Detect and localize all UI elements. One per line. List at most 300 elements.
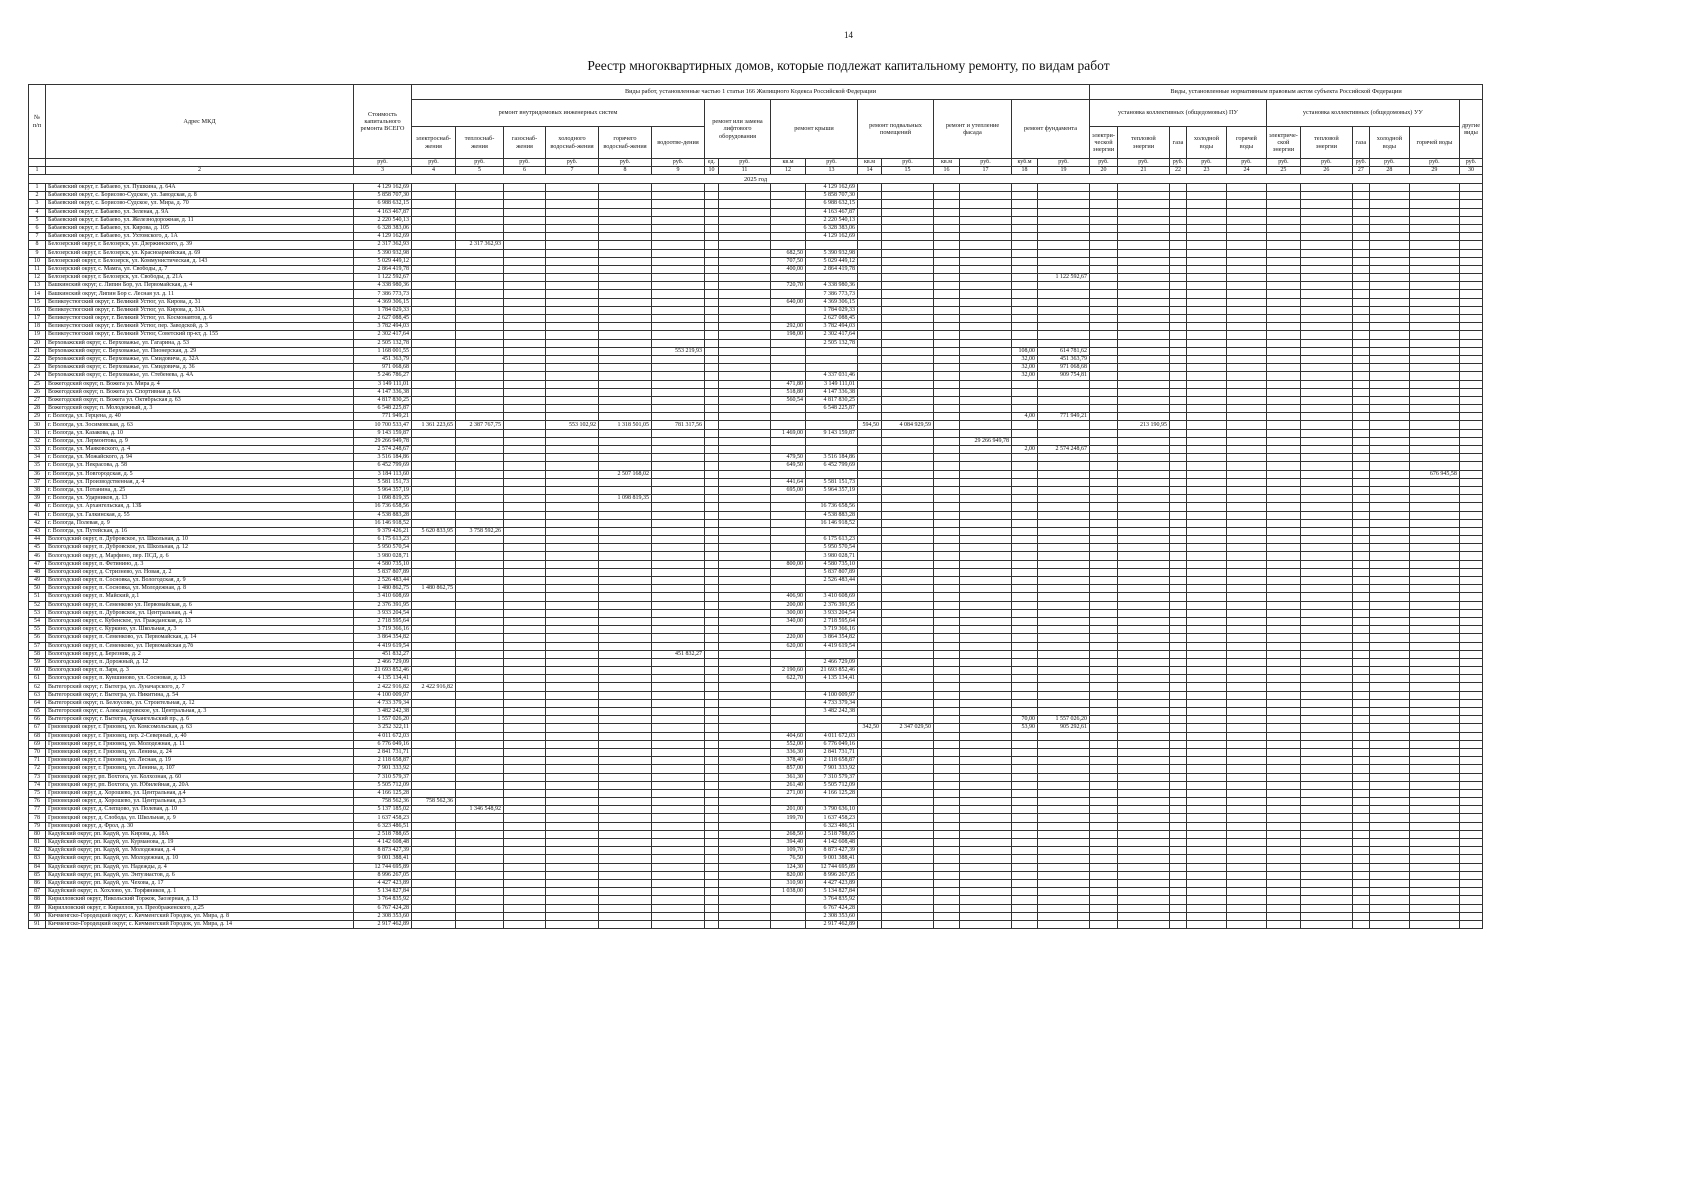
row-empty-cell [456,667,504,675]
row-empty-cell [1169,888,1186,896]
row-empty-cell [546,462,599,470]
row-empty-cell [1169,347,1186,355]
row-empty-cell [1226,511,1266,519]
row-empty-cell [1369,789,1409,797]
row-total: 2 302 417,64 [354,331,412,339]
row-empty-cell [1090,306,1118,314]
row-empty-cell [934,830,960,838]
row-empty-cell [1169,642,1186,650]
row-empty-cell [960,920,1012,928]
row-empty-cell [934,847,960,855]
row-total: 3 764 835,92 [354,896,412,904]
row-empty-cell [882,732,934,740]
row-empty-cell [1369,446,1409,454]
row-value: 5 581 151,73 [806,478,858,486]
column-number: 30 [1459,167,1482,175]
row-empty-cell [1352,634,1369,642]
row-empty-cell [1090,454,1118,462]
row-empty-cell [1038,593,1090,601]
row-empty-cell [1186,527,1226,535]
row-empty-cell [456,871,504,879]
row-empty-cell [1169,536,1186,544]
row-empty-cell [546,904,599,912]
row-empty-cell [934,683,960,691]
row-empty-cell [1300,216,1352,224]
row-number: 86 [29,879,46,887]
row-empty-cell [1038,478,1090,486]
row-empty-cell [504,355,546,363]
row-empty-cell [719,748,771,756]
column-number: 9 [652,167,705,175]
row-empty-cell [1459,568,1482,576]
row-empty-cell [1117,855,1169,863]
row-empty-cell [705,208,719,216]
row-empty-cell [1012,748,1038,756]
row-empty-cell [1459,781,1482,789]
row-empty-cell [1409,568,1459,576]
row-empty-cell [1459,658,1482,666]
row-empty-cell [719,192,771,200]
row-address: Кадуйский округ, п. Хохлово, ул. Торфяников, д. 1 [46,888,354,896]
row-value: 4 147 336,38 [806,388,858,396]
row-total: 4 100 009,97 [354,691,412,699]
row-empty-cell [934,920,960,928]
row-empty-cell [806,527,858,535]
row-empty-cell [705,274,719,282]
row-address: Вологодский округ, п. Кувшиново, ул. Сосновая, д. 13 [46,675,354,683]
row-empty-cell [412,200,456,208]
header-col-cold: холодного водоснаб-жения [546,127,599,159]
row-empty-cell [599,331,652,339]
row-empty-cell [882,315,934,323]
row-empty-cell [1369,503,1409,511]
row-empty-cell [705,503,719,511]
row-empty-cell [1369,290,1409,298]
row-empty-cell [719,667,771,675]
row-total: 6 988 632,15 [354,200,412,208]
row-empty-cell [934,593,960,601]
column-number: 29 [1409,167,1459,175]
row-value: 361,30 [771,773,806,781]
row-empty-cell [1459,282,1482,290]
row-empty-cell [1266,855,1300,863]
row-empty-cell [456,716,504,724]
row-empty-cell [1266,274,1300,282]
row-address: Великоустюгский округ, г. Великий Устюг, Советский пр-кт, д. 155 [46,331,354,339]
row-value: 622,70 [771,675,806,683]
row-empty-cell [1186,184,1226,192]
row-value: 6 988 632,15 [806,200,858,208]
row-empty-cell [1117,396,1169,404]
row-empty-cell [1266,789,1300,797]
row-empty-cell [1186,339,1226,347]
row-empty-cell [960,380,1012,388]
row-empty-cell [1266,364,1300,372]
row-empty-cell [1459,306,1482,314]
row-empty-cell [1090,536,1118,544]
row-empty-cell [1169,675,1186,683]
row-empty-cell [1038,781,1090,789]
row-empty-cell [1186,568,1226,576]
row-empty-cell [858,364,882,372]
row-empty-cell [771,208,806,216]
row-total: 2 718 595,64 [354,617,412,625]
row-empty-cell [546,429,599,437]
row-empty-cell [1169,192,1186,200]
row-empty-cell [1369,519,1409,527]
row-empty-cell [1186,847,1226,855]
row-empty-cell [546,642,599,650]
row-empty-cell [1012,863,1038,871]
row-address: Вытегорский округ, г. Вытегра, Архангельский пр., д. 6 [46,716,354,724]
row-empty-cell [1226,265,1266,273]
row-empty-cell [705,757,719,765]
row-empty-cell [652,904,705,912]
row-empty-cell [1090,888,1118,896]
row-empty-cell [504,413,546,421]
row-empty-cell [652,781,705,789]
row-empty-cell [1169,577,1186,585]
row-empty-cell [1300,331,1352,339]
row-value: 6 776 049,16 [806,740,858,748]
row-empty-cell [1186,642,1226,650]
row-empty-cell [412,323,456,331]
row-empty-cell [858,298,882,306]
row-total: 6 767 424,28 [354,904,412,912]
row-empty-cell [1409,462,1459,470]
row-empty-cell [546,511,599,519]
row-empty-cell [1186,454,1226,462]
row-total: 8 873 427,39 [354,847,412,855]
row-empty-cell [1369,339,1409,347]
row-empty-cell [1090,462,1118,470]
column-number: 24 [1226,167,1266,175]
row-number: 54 [29,617,46,625]
row-empty-cell [1300,757,1352,765]
row-empty-cell [705,257,719,265]
row-empty-cell [1266,396,1300,404]
row-empty-cell [705,789,719,797]
row-number: 75 [29,789,46,797]
row-empty-cell [1169,446,1186,454]
unit-cell: руб. [1090,159,1118,167]
row-empty-cell [858,208,882,216]
row-empty-cell [934,732,960,740]
row-empty-cell [806,274,858,282]
row-total: 6 175 613,23 [354,536,412,544]
row-empty-cell [934,249,960,257]
row-empty-cell [504,536,546,544]
row-empty-cell [719,413,771,421]
row-empty-cell [705,798,719,806]
row-address: Кадуйский округ, рп. Кадуй, ул. Надежды, д. 4 [46,863,354,871]
row-empty-cell [599,208,652,216]
row-empty-cell [1266,626,1300,634]
row-empty-cell [1226,249,1266,257]
row-empty-cell [1186,446,1226,454]
row-empty-cell [1459,527,1482,535]
row-empty-cell [1012,683,1038,691]
row-empty-cell [456,208,504,216]
row-empty-cell [719,650,771,658]
row-empty-cell [1090,364,1118,372]
row-value: 4 142 608,48 [806,839,858,847]
row-empty-cell [504,617,546,625]
row-empty-cell [858,405,882,413]
row-empty-cell [456,699,504,707]
row-empty-cell [546,446,599,454]
header-m-gas: газа [1169,127,1186,159]
row-empty-cell [1169,585,1186,593]
row-empty-cell [1459,708,1482,716]
row-empty-cell [1226,691,1266,699]
row-empty-cell [456,912,504,920]
row-empty-cell [934,626,960,634]
row-address: Белозерский округ, с. Мамга, ул. Свободы, д. 7 [46,265,354,273]
row-value: 451 363,79 [1038,355,1090,363]
row-empty-cell [546,609,599,617]
row-empty-cell [771,470,806,478]
row-empty-cell [1038,462,1090,470]
row-empty-cell [882,298,934,306]
row-empty-cell [1186,241,1226,249]
row-empty-cell [1369,454,1409,462]
table-row [29,519,1483,527]
row-empty-cell [1409,920,1459,928]
row-empty-cell [1409,233,1459,241]
row-empty-cell [1117,282,1169,290]
row-empty-cell [882,609,934,617]
row-empty-cell [1300,405,1352,413]
row-empty-cell [1459,789,1482,797]
row-empty-cell [456,789,504,797]
row-number: 47 [29,560,46,568]
column-number: 26 [1300,167,1352,175]
row-empty-cell [1369,757,1409,765]
row-empty-cell [882,478,934,486]
row-empty-cell [960,896,1012,904]
row-empty-cell [1226,577,1266,585]
row-empty-cell [960,601,1012,609]
row-empty-cell [1169,740,1186,748]
row-empty-cell [1090,257,1118,265]
table-row [29,577,1483,585]
row-empty-cell [858,667,882,675]
row-empty-cell [599,789,652,797]
row-empty-cell [1226,798,1266,806]
row-empty-cell [1090,642,1118,650]
row-empty-cell [1169,527,1186,535]
row-empty-cell [771,511,806,519]
row-value: 6 548 225,87 [806,405,858,413]
row-empty-cell [858,331,882,339]
row-value: 6 328 383,06 [806,224,858,232]
row-empty-cell [1117,658,1169,666]
row-empty-cell [504,315,546,323]
row-empty-cell [1117,388,1169,396]
row-empty-cell [412,282,456,290]
row-empty-cell [705,748,719,756]
row-total: 3 782 494,03 [354,323,412,331]
row-empty-cell [1300,347,1352,355]
row-empty-cell [1226,560,1266,568]
row-empty-cell [546,568,599,576]
row-empty-cell [1459,667,1482,675]
table-row [29,355,1483,363]
row-total: 1 168 001,55 [354,347,412,355]
row-value: 7 386 773,73 [806,290,858,298]
row-empty-cell [1459,290,1482,298]
row-empty-cell [858,233,882,241]
row-empty-cell [934,814,960,822]
row-empty-cell [934,470,960,478]
row-empty-cell [1117,798,1169,806]
row-empty-cell [412,462,456,470]
row-empty-cell [934,184,960,192]
row-empty-cell [705,462,719,470]
row-empty-cell [1352,355,1369,363]
row-empty-cell [1226,429,1266,437]
row-empty-cell [546,233,599,241]
row-empty-cell [1459,806,1482,814]
row-empty-cell [1300,544,1352,552]
row-empty-cell [652,757,705,765]
row-empty-cell [504,265,546,273]
row-empty-cell [1352,192,1369,200]
row-empty-cell [934,421,960,429]
row-value: 201,00 [771,806,806,814]
row-value: 560,54 [771,396,806,404]
row-empty-cell [1169,912,1186,920]
row-number: 74 [29,781,46,789]
row-total: 3 149 111,01 [354,380,412,388]
row-empty-cell [1459,904,1482,912]
row-empty-cell [1300,192,1352,200]
header-u-hot: горячей воды [1409,127,1459,159]
row-total: 4 129 162,69 [354,184,412,192]
row-empty-cell [412,536,456,544]
row-empty-cell [858,863,882,871]
row-empty-cell [599,478,652,486]
row-empty-cell [934,568,960,576]
row-empty-cell [1266,544,1300,552]
row-empty-cell [719,527,771,535]
row-empty-cell [412,560,456,568]
row-empty-cell [1459,552,1482,560]
row-empty-cell [652,871,705,879]
table-row [29,814,1483,822]
row-empty-cell [934,740,960,748]
row-empty-cell [1117,879,1169,887]
row-value: 552,00 [771,740,806,748]
row-empty-cell [599,429,652,437]
row-empty-cell [934,372,960,380]
row-empty-cell [1012,732,1038,740]
row-empty-cell [960,446,1012,454]
row-empty-cell [1226,839,1266,847]
row-empty-cell [882,396,934,404]
row-empty-cell [1459,274,1482,282]
row-empty-cell [1117,626,1169,634]
row-empty-cell [546,560,599,568]
row-empty-cell [652,699,705,707]
row-value: 1 361 223,65 [412,421,456,429]
row-empty-cell [1012,306,1038,314]
row-empty-cell [546,822,599,830]
row-empty-cell [1352,413,1369,421]
row-empty-cell [456,405,504,413]
row-empty-cell [1186,413,1226,421]
row-empty-cell [1352,208,1369,216]
row-empty-cell [1300,740,1352,748]
row-address: Вологодский округ, д. Марфино, пер. ПСД, д. 6 [46,552,354,560]
row-empty-cell [1352,748,1369,756]
table-row [29,396,1483,404]
row-empty-cell [882,847,934,855]
row-empty-cell [456,658,504,666]
row-empty-cell [504,798,546,806]
row-empty-cell [1186,315,1226,323]
row-empty-cell [504,601,546,609]
row-empty-cell [882,593,934,601]
row-empty-cell [960,274,1012,282]
row-empty-cell [1459,478,1482,486]
row-empty-cell [1090,265,1118,273]
row-empty-cell [858,896,882,904]
unit-cell: руб. [504,159,546,167]
row-empty-cell [1012,519,1038,527]
row-empty-cell [652,593,705,601]
row-empty-cell [1038,699,1090,707]
row-empty-cell [1266,839,1300,847]
row-empty-cell [456,732,504,740]
row-address: Кичменгско-Городецкий округ, с. Кичменгский Городок, ул. Мира, д. 14 [46,920,354,928]
row-empty-cell [1409,503,1459,511]
row-empty-cell [1300,306,1352,314]
row-empty-cell [934,503,960,511]
row-empty-cell [934,658,960,666]
row-empty-cell [1169,560,1186,568]
row-empty-cell [1459,675,1482,683]
row-number: 17 [29,315,46,323]
row-empty-cell [1409,863,1459,871]
row-empty-cell [882,380,934,388]
row-empty-cell [599,298,652,306]
row-empty-cell [546,208,599,216]
row-empty-cell [412,372,456,380]
row-empty-cell [719,789,771,797]
row-empty-cell [719,609,771,617]
row-empty-cell [960,339,1012,347]
row-empty-cell [1300,511,1352,519]
row-empty-cell [1300,822,1352,830]
row-empty-cell [1409,798,1459,806]
row-empty-cell [456,413,504,421]
row-empty-cell [705,339,719,347]
row-empty-cell [1266,331,1300,339]
header-u-cold: холодной воды [1369,127,1409,159]
row-empty-cell [504,503,546,511]
row-empty-cell [1090,560,1118,568]
row-empty-cell [1186,626,1226,634]
row-empty-cell [1352,364,1369,372]
row-empty-cell [504,216,546,224]
row-number: 65 [29,708,46,716]
row-empty-cell [599,667,652,675]
row-empty-cell [1369,634,1409,642]
row-empty-cell [412,642,456,650]
row-empty-cell [858,257,882,265]
